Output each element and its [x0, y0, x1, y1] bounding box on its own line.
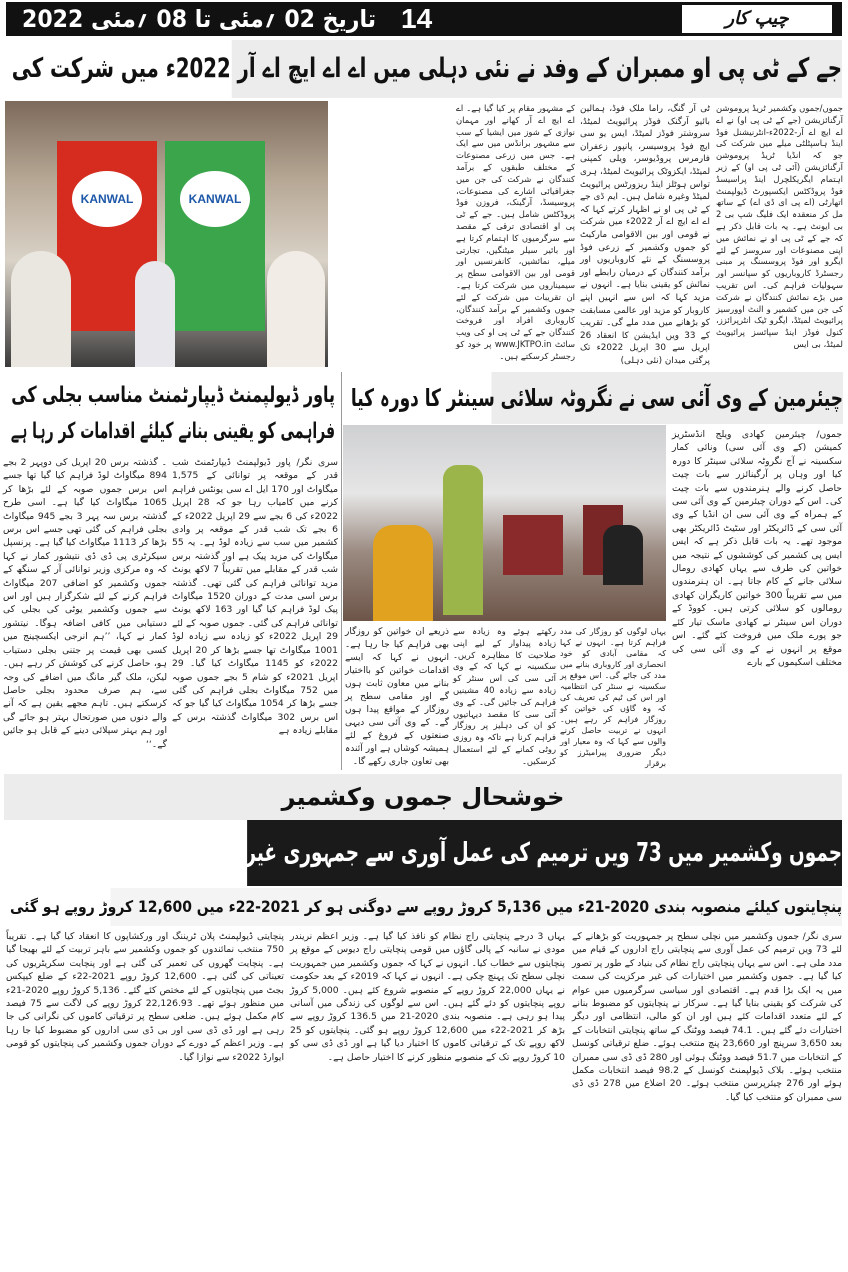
person-shape — [267, 251, 325, 367]
story1-col-1: جموں/جموں وکشمیر ٹریڈ پروموشن آرگنائزیشن (جے کے ٹی پی او) نے اے اے ایچ اے آر-2022ء-انٹرنیشنل فوڈ اینڈ ہاسپٹلٹی میلے میں شرکت کی جو کہ انڈیا ٹریڈ پروموشن آرگنائزیشن (آئی ٹی پی او) کے زیر اہتمام ایگریکلچرل اینڈ پراسیسڈ فوڈ پروڈکٹس ایکسپورٹ ڈیولپمنٹ اتھارٹی (اے پی ای ڈی اے) کے ساتھ مل کر منعقدہ ایک فلیگ شپ بی 2 بی ایونٹ ہے۔ یہ بات قابل ذکر ہے کہ جے کے ٹی پی او نے نمائش میں اپنی مصنوعات اور سروسز کے لئے ایگرو اور فوڈ پروسسنگ پر مبنی رجسٹرڈ کاروباریوں کو سپانسر اور سہولیات فراہم کی۔ اس تقریب میں بڑے نمائش کنندگان نے شرکت کی جن میں کشمیر و النٹ اوورسیز پرائیویٹ لمیٹڈ، ایگرو ٹیک انٹرپرائزز، کنول فوڈز اینڈ سپائسز پرائیویٹ لمیٹڈ، بی ایس — [716, 103, 843, 349]
story2-col-2: ۔ گذشتہ برس 20 اپریل کی دوپہر 2 بجے 894 میگاواٹ لوڈ فراہم کیا گیا تھا جسے اس برس جموں صوبہ کے لئے بڑھا کر 1065 میگاواٹ کیا گیا ہے۔ اسی طرح گذشتہ برس سہ پہر 3 بجے 945 میگاواٹ بجلی فراہم کی گئی تھی جسے اس برس بڑھا کر 1113 میگاواٹ کیا گیا ہے۔ پرنسپل سیکرٹری پی ڈی ڈی نتیشور کمار نے کہا کہ وہ مرکزی وزیر توانائی آر کے سنگھ کے جموں وکشمیر کو اضافی 207 میگاواٹ فراہم کرنے کے لئے شکرگزار ہیں اور اس سے جموں وکشمیر یوٹی کی بجلی کی دستیابی میں کافی اضافہ ہوگا۔ نیتشور کمار نے کہا، ’’ہم انرجی ایکسچینج میں کسی بھی قیمت پر جتنی بجلی دستیاب ہو، حاصل کرنے کی کوشش کر رہے ہیں۔ لیکن، ملک گیر مانگ میں اضافے کی وجہ سے، ہم صرف محدود بجلی حاصل کرسکتے ہیں۔ تاہم مجھے یقین ہے کہ آنے والے دنوں میں صورتحال بہتر ہو جائے گی اور ہم بہتر سپلائی دینے کے قابل ہو جائیں گے۔‘‘ — [3, 457, 167, 750]
story2-headline — [5, 378, 335, 452]
story1-col-3: کے مشہور مقام پر کیا گیا ہے۔ اے اے ایچ اے آر کھانے اور مہمان نوازی کے شوز میں ایشیا کے سب سے مشہور برانڈس میں سے ایک ہے۔ جس میں زرعی مصنوعات کے مختلف طبقوں کے برآمد کنندگان نے شرکت کی جن میں جغرافیائی اشارے کی مصنوعات، پروسیسڈ، آرگینک، فروزن فوڈ پروڈکٹس شامل ہیں۔ جے کے ٹی پی او اقتصادی ترقی کے مقصد سے سرگرمیوں کا اہتمام کرتا ہے اور بائیر سیلر میٹنگیں، تجارتی میلے، نمائشیں، کانفرنسیں اور قومی اور بین الاقوامی سطح پر سیمیناروں میں شرکت کرتا ہے۔ ان تقریبات میں شرکت کے لئے جموں وکشمیر کے برآمد کنندگان، کاروباری افراد اور فروخت کنندگان جے کے ٹی پی او کی ویب سائٹ www.JKTPO.in پر خود کو رجسٹر کرسکتے ہیں۔ — [456, 103, 575, 361]
person-shape — [603, 525, 643, 585]
story4-col-3: پنچایتی ڈیولپمنٹ پلان ٹریننگ اور ورکشاپوں کا انعقاد کیا گیا ہے۔ تقریباً 750 منتخب نمائندوں کو جموں وکشمیر سے باہر تربیت کے لئے بھیجا گیا ہے۔ پنچایت گھروں کی تعمیر کی گئی ہے اور پنچایت سکریٹریوں کی تعیناتی کی گئی ہے۔ 12,600 کروڑ روپے 2021-22ء کے ضلع کیپکس بجٹ میں پنچایتوں کے لئے مختص کئے گئے۔ 5,136 کروڑ روپے 2020-21ء میں منظور ہوئے تھے۔ 22,126.93 کروڑ روپے کی لاگت سے 75 فیصد کام مکمل ہوئے ہیں۔ ضلعی سطح پر ترقیاتی کاموں کی نگرانی کی جا رہی ہے اور ڈی ڈی سی اور بی ڈی سی اداروں کو مضبوط کیا جا رہا ہے۔ وزیر اعظم کے دورے کے دوران جموں وکشمیر کی پنچایتوں کو قومی ایوارڈ 2022ء سے نوازا گیا۔ — [6, 931, 285, 1063]
story3-headline: چیئرمین کے وی آئی سی نے نگروٹہ سلائی سینٹر کا دورہ کیا — [491, 372, 843, 424]
story4-col-2: یہاں 3 درجے پنچایتی راج نظام کو نافذ کیا گیا ہے۔ وزیر اعظم نریندر مودی نے سانبہ کے پالی گاؤں میں قومی پنچایتی راج دیوس کے موقع پر پنچایتوں سے خطاب کیا۔ انہوں نے کہا کہ جموں وکشمیر میں جمہوریت نچلی سطح تک پہنچ چکی ہے۔ انہوں نے کہا کہ 2019ء کے بعد حکومت نے یہاں 22,000 کروڑ روپے کے منصوبے شروع کئے ہیں۔ 5,000 کروڑ روپے پنچایتوں کو دئے گئے ہیں۔ اس سے لوگوں کی زندگی میں آسانی پیدا ہو رہی ہے۔ منصوبہ بندی 2020-21 میں 136.5 کروڑ روپے سے بڑھ کر 2021-22ء میں 12,600 کروڑ روپے ہو گئی۔ پنچایتوں کو 25 لاکھ روپے تک کے ترقیاتی کاموں کا اختیار دیا گیا ہے اور ڈی ڈی سی کو 10 کروڑ روپے تک کے منصوبے منظور کرنے کا اختیار حاصل ہے۔ — [290, 931, 565, 1063]
story1-photo — [5, 101, 328, 367]
issue-date: تاریخ 02 ؍مئی تا 08 ؍مئی 2022 — [22, 5, 376, 33]
kanwal-sign: KANWAL — [72, 171, 142, 227]
story1-col-4 — [333, 103, 452, 368]
column-divider — [341, 372, 342, 770]
story3-col-2: رکھتے ہوئے وہ زیادہ سے زیادہ پیداوار کے لیے اپنی صلاحیت کا مظاہرہ کریں۔ سکسینہ نے کہا کہ کے وی آئی سی کی اس سنٹر کو زیادہ سے زیادہ 40 مشینیں فراہم کی جائیں گی۔ کے وی آئی سی کا مقصد دیہاتیوں کو ان کی دہلیز پر روزگار فراہم کرنا ہے تاکہ وہ روزی روٹی کمانے کے لئے استعمال کرسکیں۔ — [453, 626, 557, 766]
kanwal-sign-2: KANWAL — [180, 171, 250, 227]
person-shape — [135, 261, 175, 367]
masthead-bar — [6, 2, 842, 36]
story1-headline: جے کے ٹی پی او ممبران کے وفد نے نئی دہلی میں اے اے ایچ اے آر 2022ء میں شرکت کی — [232, 40, 842, 98]
sewing-machine-shape — [503, 515, 563, 575]
story3-col-3: ذریعے ان خواتین کو روزگار بھی فراہم کیا جا رہا ہے۔ انہوں نے کہا کہ ایسے اقدامات خواتین کو بااختیار بنانے میں معاون ثابت ہوں گے اور مقامی سطح پر روزگار کے مواقع پیدا ہوں گے۔ کے وی آئی سی دیہی صنعتوں کے فروغ کے لئے ہمیشہ کوشاں ہے اور آئندہ بھی تعاون جاری رکھے گا۔ — [345, 627, 449, 767]
story3-photo — [343, 425, 666, 621]
story3-side-col: جموں/ چیئرمین کھادی ویلج انڈسٹریز کمیشن (کے وی آئی سی) ونائی کمار سکسینہ نے آج نگروٹہ سلائی سینٹر کا دورہ کیا اور وہاں پر آرگینائزر سے بات چیت حاصل کرنے والے ہنرمندوں سے بات چیت کی۔ اس کے دوران چیئرمین کے وی آئی سی کے ہمراہ کے وی آئی سی ان انڈیا کے وی آئی سی کے ڈائریکٹر اور سٹیٹ ڈائریکٹر بھی موجود تھے۔ یہ بات قابل ذکر ہے کہ ایس ایس پی کشمیر کی کوششوں کے نتیجہ میں خواتین کی طرف سے یہاں کھادی رومال سلائی جانے کے کام جاتا ہے۔ ان ہنرمندوں میں سے تقریباً 300 خواتین کاریگران کھادی رومالوں کو سلائی کرتی ہیں۔ کووڈ کے دوران اس سینٹر نے کھادی ماسک تیار کئے جو پورے ملک میں فروخت کئے گئے۔ اس موقع پر انہوں نے کے وی آئی سی کی مختلف اسکیموں کے بارے — [672, 429, 842, 668]
person-shape — [11, 251, 71, 367]
page-number: 14 — [401, 3, 433, 34]
story4-subheadline: پنچایتوں کیلئے منصوبہ بندی 2020-21ء میں 5,136 کروڑ روپے سے دوگنی ہو کر 2021-22ء میں 12,600 کروڑ روپے ہو گئی — [110, 888, 842, 926]
person-shape — [443, 465, 483, 615]
person-shape — [373, 525, 433, 621]
story2-headline-line2: فراہمی کو یقینی بنانے کیلئے اقدامات کر رہا ہے — [10, 419, 336, 444]
story1-col-2: ٹی آر گنگ، راما ملک فوڈ، ہمالین بائیو آرگنک فوڈز پرائیویٹ لمیٹڈ، سروشتر فوڈز لمیٹڈ، ایس یو سی ایچ فوڈ پروسیسر، پانپور زعفران فارمرس پروڈیوسر، ویلی کمپنی لمیٹڈ، ایکزوٹک پرائیویٹ لمیٹڈ، ہری تواس ہوٹلز اینڈ ریزورٹس پرائیویٹ لمیٹڈ وغیرہ شامل ہیں۔ ایم ڈی جے کے ٹی پی او نے اظہار کرتے کہا کہ اے اے ایچ اے آر 2022ء میں شرکت نے قومی اور بین الاقوامی مارکیٹ کو جموں وکشمیر کے زرعی فوڈ پروسسنگ کے نئے کاروباریوں اور برآمد کنندگان کے درمیان رابطے اور نمائش کو یقینی بنایا ہے۔ انہوں نے مزید کہا کہ اس سے انہیں اپنے کاروبار کو مزید اور عالمی مسابقت کو بڑھانے میں مدد ملے گی۔ تقریب کے 33 ویں ایڈیشن کا انعقاد 26 اپریل سے 30 اپریل 2022ء تک پرگتی میدان (نئی دہلی) — [580, 104, 711, 366]
story4-col-1: سری نگر/ جموں وکشمیر میں نچلی سطح پر جمہوریت کو بڑھانے کے لئے 73 ویں ترمیم کی عمل آوری سے پنچایتی راج اداروں کے قیام میں مدد ملی ہے۔ اس سے یہاں پنچایتی راج نظام کی بنیاد کے طور پر تصور کیا گیا ہے۔ جموں وکشمیر میں اختیارات کی غیر مرکزیت کی سمت میں یہ ایک بڑا قدم ہے۔ اقتصادی اور سیاسی سرگرمیوں میں عوام کی شرکت کو یقینی بنایا گیا ہے۔ سرکار نے پنچایتوں کو مضبوط بنانے کے لئے متعدد اقدامات کئے ہیں اور ان کو مالی، انتظامی اور دیگر اختیارات دئے گئے ہیں۔ 74.1 فیصد ووٹنگ کے ساتھ پنچایتی انتخابات کے بعد 3,650 سرپنچ اور 23,660 پنچ منتخب ہوئے۔ ضلع ترقیاتی کونسل کے انتخابات میں 51.7 فیصد ووٹنگ ہوئی اور 280 ڈی ڈی سی ممبران منتخب ہوئے۔ بلاک ڈیولپمنٹ کونسل کے 98.2 فیصد انتخابات مکمل ہوئے اور 276 چیئرپرسن منتخب ہوئے۔ 20 اضلاع میں 278 ڈی ڈی سی ممبران کو منتخب کیا گیا۔ — [572, 931, 843, 1103]
story2-col-1: سری نگر/ پاور ڈیولپمنٹ ڈیپارٹمنٹ شب قدر کے موقعہ پر توانائی کے 1,575 میگاواٹ اور 170 ایل اے سی یونٹس فراہم کرنے میں کامیاب رہا جو کہ 28 اپریل 2022ء کی 6 بجے سے 29 اپریل 2022ء کے 6 بجے تک شب قدر کے موقعہ پر وادی کشمیر میں سب سے زیادہ لوڈ ہے۔ یہ 55 میگاواٹ کی مزید پیک ہے اور گذشتہ برس شب قدر کے مقابلے میں تقریباً 7 لاکھ یونٹ مزید توانائی فراہم کی گئی تھی۔ گذشتہ برس اسی مدت کے دوران 1520 میگاواٹ پیک لوڈ فراہم کیا گیا اور 163 لاکھ یونٹ توانائی فراہم کی گئی۔ جموں صوبہ کے لئے 29 اپریل 2022ء کو زیادہ سے زیادہ لوڈ 1001 میگاواٹ تھا جسے بڑھا کر 20 اپریل 2022ء کو 1145 میگاواٹ کیا گیا۔ 29 اپریل 2021ء کو شام 5 بجے جموں صوبہ میں 752 میگاواٹ بجلی فراہم کی گئی جسے بڑھا کر 1054 میگاواٹ کیا گیا جو کہ اس برس 302 میگاواٹ گذشتہ برس کے مقابلے زیادہ ہے — [172, 457, 339, 737]
stall-panel-green — [165, 141, 265, 331]
newspaper-logo: چیپ کار — [682, 5, 832, 33]
story3-col-1: یہاں لوگوں کو روزگار کی مدد فراہم کرتا ہے۔ انہوں نے کہا کہ مقامی آبادی کو خود انحصاری اور کاروباری بنانے میں مدد کی جائے گی۔ اس موقع پر سکسینہ نے سنٹر کی انتظامیہ اور اس کی ٹیم کی تعریف کی کہ وہ گاؤں کی خواتین کو روزگار فراہم کر رہے ہیں۔ انہوں نے تربیت حاصل کرنے والوں سے کہا کہ وہ معیار اور دیگر ضروری پیرامیٹرز کو برقرار — [560, 627, 666, 768]
story4-headline: جموں وکشمیر میں 73 ویں ترمیم کی عمل آوری سے جمہوری غیر مرکزیت کا خواب پورا ہوا — [247, 820, 842, 886]
story4-kicker: خوشحال جموں وکشمیر — [4, 774, 842, 820]
story2-headline-line1: پاور ڈیولپمنٹ ڈیپارٹمنٹ مناسب بجلی کی — [11, 383, 335, 408]
